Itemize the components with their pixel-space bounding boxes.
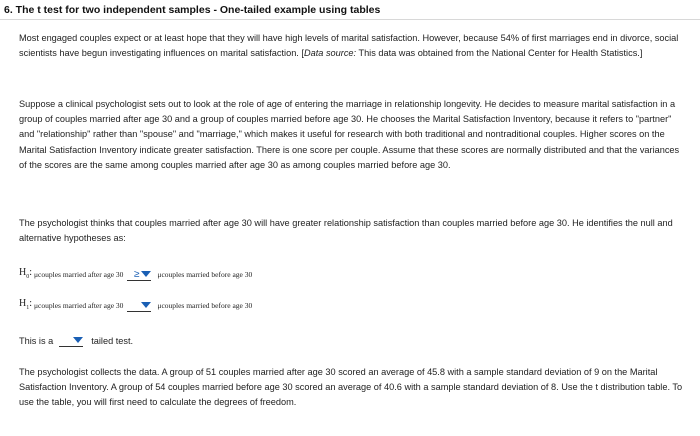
tail-type-dropdown[interactable]: [59, 335, 83, 347]
intro-text-b: This data was obtained from the National Center for Health Statistics.]: [356, 48, 643, 59]
hypothesis-intro-paragraph: The psychologist thinks that couples married after age 30 will have greater relationship satisfaction than couples married before age 30. He identifies the null and alternative hypotheses as:: [19, 218, 673, 244]
alternative-hypothesis-right-term: μcouples married before age 30: [157, 301, 253, 310]
chevron-down-icon: [73, 337, 83, 343]
intro-paragraph: [19, 31, 689, 61]
alternative-hypothesis-label: $H_1$:: [19, 298, 33, 311]
alternative-hypothesis-left-term: μcouples married after age 30: [34, 301, 124, 310]
chevron-down-icon: [141, 302, 151, 308]
data-source-label: Data source:: [303, 48, 357, 59]
null-hypothesis-label: $H_0$:: [19, 267, 33, 280]
scenario-paragraph: Suppose a clinical psychologist sets out to look at the role of age of entering the marriage in relationship longevity. He decides to measure marital satisfaction in a group of couples married after age 30 and a group of couples married before age 30. He chooses the Marital Satisfaction Inventory, because it refers to "partner" and "relationship" rather than "spouse" and "marriage," which makes it useful for research with both traditional and nontraditional couples. Higher scores on the Marital Satisfaction Inventory indicate greater satisfaction. There is one score per couple. Assume that these scores are normally distributed and that the variances of the scores are the same among couples married after age 30 as among couples married before age 30.: [19, 99, 680, 170]
tail-prefix-text: This is a: [19, 336, 54, 346]
null-hypothesis-left-term: μcouples married after age 30: [34, 270, 124, 279]
question-title: 6. The t test for two independent samples - One-tailed example using tables: [0, 0, 700, 20]
tail-suffix-text: tailed test.: [91, 336, 134, 346]
null-hypothesis-right-term: μcouples married before age 30: [157, 270, 253, 279]
alternative-hypothesis-operator-dropdown[interactable]: [127, 300, 151, 312]
intro-text-a: Most engaged couples expect or at least hope that they will have high levels of marital satisfaction. However, because 54% of first marriages end in divorce, social scientists have begun investigating influences on marital satisfaction. [: [19, 33, 679, 59]
chevron-down-icon: [141, 271, 151, 277]
data-paragraph: The psychologist collects the data. A group of 51 couples married after age 30 scored an average of 45.8 with a sample standard deviation of 9 on the Marital Satisfaction Inventory. A group of 54 couples married before age 30 scored an average of 40.6 with a sample standard deviation of 8. Use the t distribution table. To use the table, you will first need to calculate the degrees of freedom.: [19, 367, 683, 408]
null-hypothesis-operator-dropdown[interactable]: [127, 269, 151, 281]
null-hypothesis-row: [19, 267, 252, 283]
null-hypothesis-operator-value: ≥: [133, 268, 140, 280]
alternative-hypothesis-row: [19, 298, 252, 314]
tail-type-row: [19, 333, 133, 349]
